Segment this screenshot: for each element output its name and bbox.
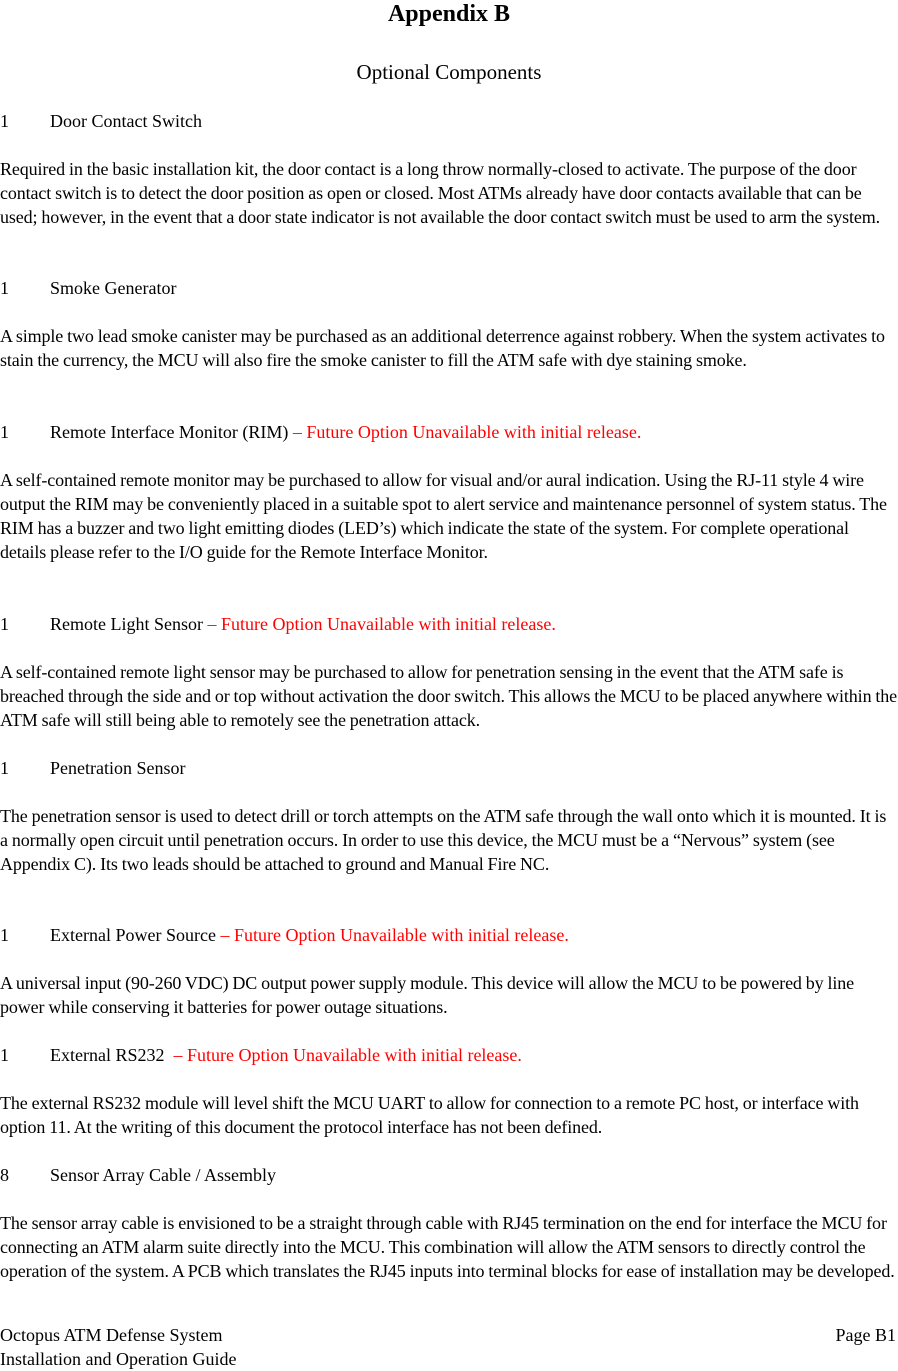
section-heading xyxy=(0,1043,522,1067)
section-title: Sensor Array Cable / Assembly xyxy=(50,1165,276,1185)
section-heading xyxy=(0,109,202,133)
section-number: 1 xyxy=(0,1045,9,1065)
section-number: 1 xyxy=(0,614,9,634)
section-title: Remote Light Sensor xyxy=(50,614,203,634)
section-note: – Future Option Unavailable with initial release. xyxy=(202,614,556,634)
section-number: 1 xyxy=(0,925,9,945)
section-note: – Future Option Unavailable with initial release. xyxy=(215,925,569,945)
section-heading xyxy=(0,923,569,947)
section-number: 1 xyxy=(0,758,9,778)
section-heading xyxy=(0,1163,276,1187)
section-number: 8 xyxy=(0,1165,9,1185)
section-heading xyxy=(0,612,556,636)
page-subtitle: Optional Components xyxy=(356,60,542,84)
section-number: 1 xyxy=(0,111,9,131)
section-body: The external RS232 module will level shift the MCU UART to allow for connection to a remote PC host, or interface with option 11. At the writing of this document the protocol interface has not been defined. xyxy=(0,1093,859,1137)
page-title: Appendix B xyxy=(387,1,511,27)
footer-document-title: Octopus ATM Defense System xyxy=(0,1325,223,1345)
section-note: – Future Option Unavailable with initial release. xyxy=(169,1045,522,1065)
section-title: Penetration Sensor xyxy=(50,758,186,778)
page-number: Page B1 xyxy=(835,1325,896,1345)
section-title: External RS232 xyxy=(50,1045,169,1065)
section-body: Required in the basic installation kit, the door contact is a long throw normally-closed to activate. The purpose of the door contact switch is to detect the door position as open or closed. Most ATMs already have door contacts available that can be used; however, in the event that a door state indicator is not available the door contact switch must be used to arm the system. xyxy=(0,159,880,227)
section-number: 1 xyxy=(0,422,9,442)
section-body: A universal input (90-260 VDC) DC output power supply module. This device will allow the MCU to be powered by line power while conserving it batteries for power outage situations. xyxy=(0,973,855,1017)
section-heading xyxy=(0,276,176,300)
section-heading xyxy=(0,420,641,444)
footer-document-subtitle: Installation and Operation Guide xyxy=(0,1349,237,1369)
section-title: External Power Source xyxy=(50,925,216,945)
section-body: The penetration sensor is used to detect drill or torch attempts on the ATM safe through the wall onto which it is mounted. It is a normally open circuit until penetration occurs. In order to use this device, the MCU must be a “Nervous” system (see Appendix C). Its two leads should be attached to ground and Manual Fire NC. xyxy=(0,806,887,874)
section-body: The sensor array cable is envisioned to be a straight through cable with RJ45 termination on the end for interface the MCU for connecting an ATM alarm suite directly into the MCU. This combination will allow the ATM sensors to directly control the operation of the system. A PCB which translates the RJ45 inputs into terminal blocks for ease of installation may be developed. xyxy=(0,1213,895,1281)
section-title: Remote Interface Monitor (RIM) xyxy=(50,422,289,442)
section-body: A self-contained remote light sensor may be purchased to allow for penetration sensing in the event that the ATM safe is breached through the side and or top without activation the door switch. This allows the MCU to be placed anywhere within the ATM safe will still being able to remotely see the penetration attack. xyxy=(0,662,898,730)
footer xyxy=(0,1323,236,1371)
section-body: A simple two lead smoke canister may be purchased as an additional deterrence against robbery. When the system activates to stain the currency, the MCU will also fire the smoke canister to fill the ATM safe with dye staining smoke. xyxy=(0,326,885,370)
section-note: – Future Option Unavailable with initial release. xyxy=(288,422,642,442)
section-body: A self-contained remote monitor may be purchased to allow for visual and/or aural indication. Using the RJ-11 style 4 wire output the RIM may be conveniently placed in a suitable spot to alert service and maintenance personnel of system status. The RIM has a buzzer and two light emitting diodes (LED’s) which indicate the state of the system. For complete operational details please refer to the I/O guide for the Remote Interface Monitor. xyxy=(0,470,887,562)
section-heading xyxy=(0,756,185,780)
section-title: Smoke Generator xyxy=(50,278,177,298)
section-title: Door Contact Switch xyxy=(50,111,202,131)
section-number: 1 xyxy=(0,278,9,298)
